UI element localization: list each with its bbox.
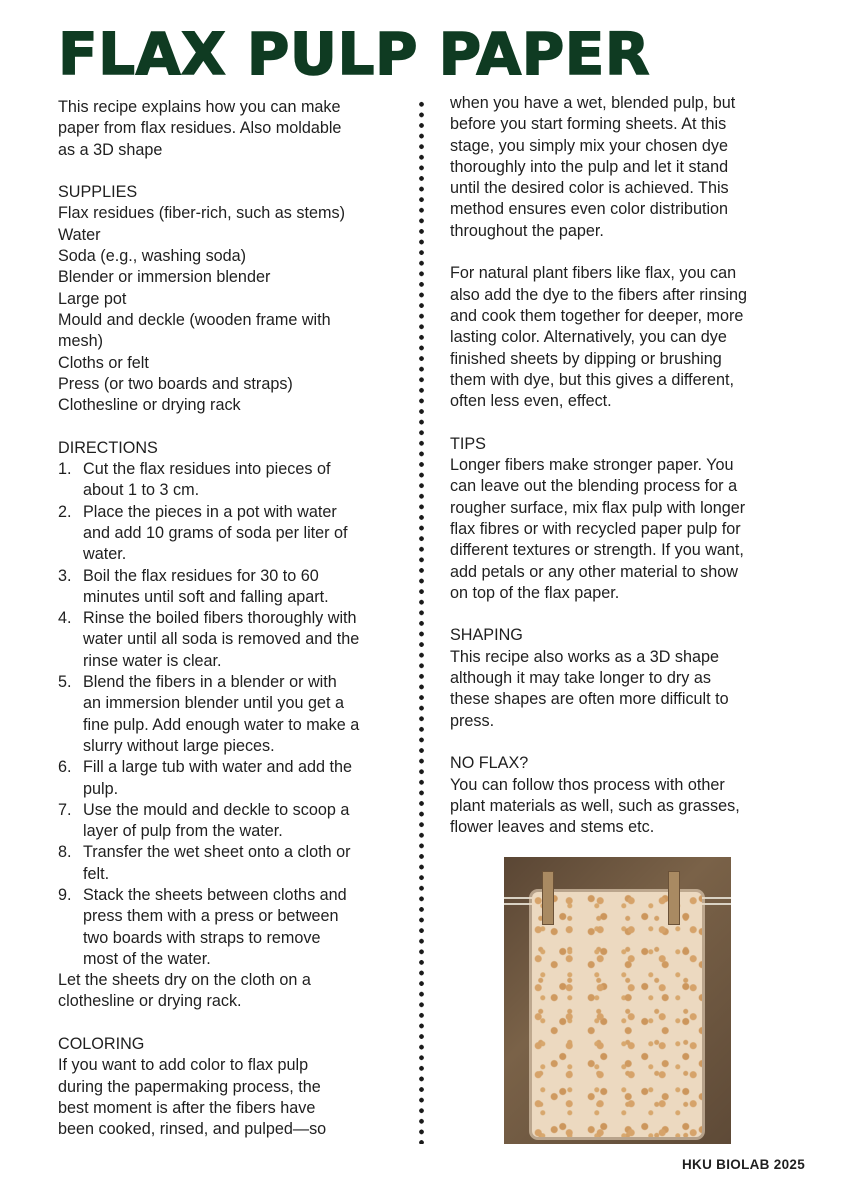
coloring-line: throughout the paper.: [450, 221, 604, 240]
step-number: 1.: [58, 460, 72, 479]
noflax-line: plant materials as well, such as grasses,: [450, 796, 740, 815]
step-line: press them with a press or between: [83, 907, 339, 926]
direction-step: [58, 842, 398, 885]
noflax-line: flower leaves and stems etc.: [450, 818, 655, 837]
directions-after-line: Let the sheets dry on the cloth on a: [58, 971, 311, 990]
tips-line: different textures or strength. If you want,: [450, 541, 744, 560]
direction-step: [58, 885, 398, 970]
step-line: Fill a large tub with water and add the: [83, 758, 353, 777]
coloring-section: [58, 1034, 398, 1140]
coloring-line: and cook them together for deeper, more: [450, 306, 744, 325]
step-line: felt.: [83, 864, 110, 883]
noflax-section: [450, 753, 790, 838]
supplies-heading: SUPPLIES: [58, 183, 138, 202]
step-line: Boil the flax residues for 30 to 60: [83, 566, 319, 585]
direction-step: [58, 757, 398, 800]
flax-paper-sheet: [532, 892, 702, 1137]
tips-heading: TIPS: [450, 434, 486, 453]
footer-credit: HKU BIOLAB 2025: [681, 1157, 805, 1172]
noflax-heading: NO FLAX?: [450, 754, 529, 773]
coloring-line: best moment is after the fibers have: [58, 1098, 316, 1117]
clothespin-icon: [668, 871, 680, 925]
coloring-line: before you start forming sheets. At this: [450, 115, 727, 134]
coloring-line: them with dye, but this gives a different,: [450, 370, 735, 389]
step-line: two boards with straps to remove: [83, 928, 321, 947]
shaping-line: press.: [450, 711, 495, 730]
step-line: about 1 to 3 cm.: [83, 481, 200, 500]
tips-line: can leave out the blending process for a: [450, 477, 738, 496]
noflax-line: You can follow thos process with other: [450, 775, 725, 794]
step-line: Stack the sheets between cloths and: [83, 885, 347, 904]
shaping-line: This recipe also works as a 3D shape: [450, 647, 720, 666]
step-line: most of the water.: [83, 949, 211, 968]
step-number: 9.: [58, 885, 72, 904]
supply-item: Large pot: [58, 289, 127, 308]
coloring-paragraph-2: [450, 263, 790, 412]
dotted-column-divider: [419, 99, 424, 1144]
tips-line: on top of the flax paper.: [450, 583, 620, 602]
flax-paper-photo: [504, 857, 731, 1144]
right-column: [450, 93, 790, 838]
shaping-line: these shapes are often more difficult to: [450, 690, 729, 709]
step-line: Place the pieces in a pot with water: [83, 502, 337, 521]
coloring-line: during the papermaking process, the: [58, 1077, 321, 1096]
step-line: layer of pulp from the water.: [83, 822, 283, 841]
step-number: 2.: [58, 502, 72, 521]
coloring-heading: COLORING: [58, 1035, 145, 1054]
step-line: water.: [83, 545, 127, 564]
supply-item: Flax residues (fiber-rich, such as stems): [58, 204, 345, 223]
step-line: an immersion blender until you get a: [83, 694, 344, 713]
supply-item: Mould and deckle (wooden frame with: [58, 310, 331, 329]
step-line: Cut the flax residues into pieces of: [83, 460, 331, 479]
step-line: Use the mould and deckle to scoop a: [83, 800, 350, 819]
step-line: fine pulp. Add enough water to make a: [83, 715, 360, 734]
direction-step: [58, 566, 398, 609]
shaping-section: [450, 625, 790, 731]
step-number: 6.: [58, 758, 72, 777]
coloring-line: been cooked, rinsed, and pulped—so: [58, 1120, 327, 1139]
step-line: Rinse the boiled fibers thoroughly with: [83, 609, 357, 628]
coloring-line: If you want to add color to flax pulp: [58, 1056, 309, 1075]
directions-list: [58, 459, 398, 970]
coloring-line: For natural plant fibers like flax, you can: [450, 264, 737, 283]
directions-after-line: clothesline or drying rack.: [58, 992, 242, 1011]
coloring-line: thoroughly into the pulp and let it stand: [450, 157, 729, 176]
step-line: Blend the fibers in a blender or with: [83, 673, 337, 692]
coloring-line: finished sheets by dipping or brushing: [450, 349, 722, 368]
directions-section: [58, 438, 398, 1013]
tips-line: Longer fibers make stronger paper. You: [450, 456, 734, 475]
coloring-line: also add the dye to the fibers after rinsing: [450, 285, 747, 304]
step-number: 4.: [58, 609, 72, 628]
step-line: slurry without large pieces.: [83, 736, 275, 755]
direction-step: [58, 800, 398, 843]
step-number: 8.: [58, 843, 72, 862]
step-line: minutes until soft and falling apart.: [83, 587, 329, 606]
direction-step: [58, 672, 398, 757]
tips-line: flax fibres or with recycled paper pulp for: [450, 519, 741, 538]
supply-item: mesh): [58, 332, 103, 351]
intro-line: This recipe explains how you can make: [58, 98, 341, 116]
supply-item: Soda (e.g., washing soda): [58, 247, 247, 266]
coloring-continued: [450, 93, 790, 242]
step-number: 7.: [58, 800, 72, 819]
supplies-section: [58, 182, 398, 416]
left-column: [58, 97, 398, 1141]
coloring-line: until the desired color is achieved. This: [450, 179, 729, 198]
clothespin-icon: [542, 871, 554, 925]
direction-step: [58, 608, 398, 672]
supply-item: Clothesline or drying rack: [58, 396, 241, 415]
supply-item: Water: [58, 225, 101, 244]
intro-text: [58, 97, 398, 161]
intro-line: as a 3D shape: [58, 140, 163, 159]
direction-step: [58, 502, 398, 566]
shaping-heading: SHAPING: [450, 626, 523, 645]
step-number: 5.: [58, 673, 72, 692]
directions-heading: DIRECTIONS: [58, 438, 158, 457]
tips-line: rougher surface, mix flax pulp with longer: [450, 498, 746, 517]
supply-item: Cloths or felt: [58, 353, 149, 372]
step-line: pulp.: [83, 779, 119, 798]
shaping-line: although it may take longer to dry as: [450, 669, 711, 688]
direction-step: [58, 459, 398, 502]
coloring-line: when you have a wet, blended pulp, but: [450, 94, 736, 112]
step-line: Transfer the wet sheet onto a cloth or: [83, 843, 351, 862]
step-line: and add 10 grams of soda per liter of: [83, 523, 348, 542]
step-line: water until all soda is removed and the: [83, 630, 360, 649]
step-number: 3.: [58, 566, 72, 585]
coloring-line: often less even, effect.: [450, 392, 612, 411]
coloring-line: lasting color. Alternatively, you can dye: [450, 328, 727, 347]
tips-line: add petals or any other material to show: [450, 562, 738, 581]
coloring-line: stage, you simply mix your chosen dye: [450, 136, 729, 155]
supply-item: Blender or immersion blender: [58, 268, 271, 287]
step-line: rinse water is clear.: [83, 651, 222, 670]
coloring-line: method ensures even color distribution: [450, 200, 729, 219]
page-title: FLAX PULP PAPER: [58, 20, 651, 88]
supply-item: Press (or two boards and straps): [58, 374, 293, 393]
tips-section: [450, 434, 790, 604]
intro-line: paper from flax residues. Also moldable: [58, 119, 342, 138]
